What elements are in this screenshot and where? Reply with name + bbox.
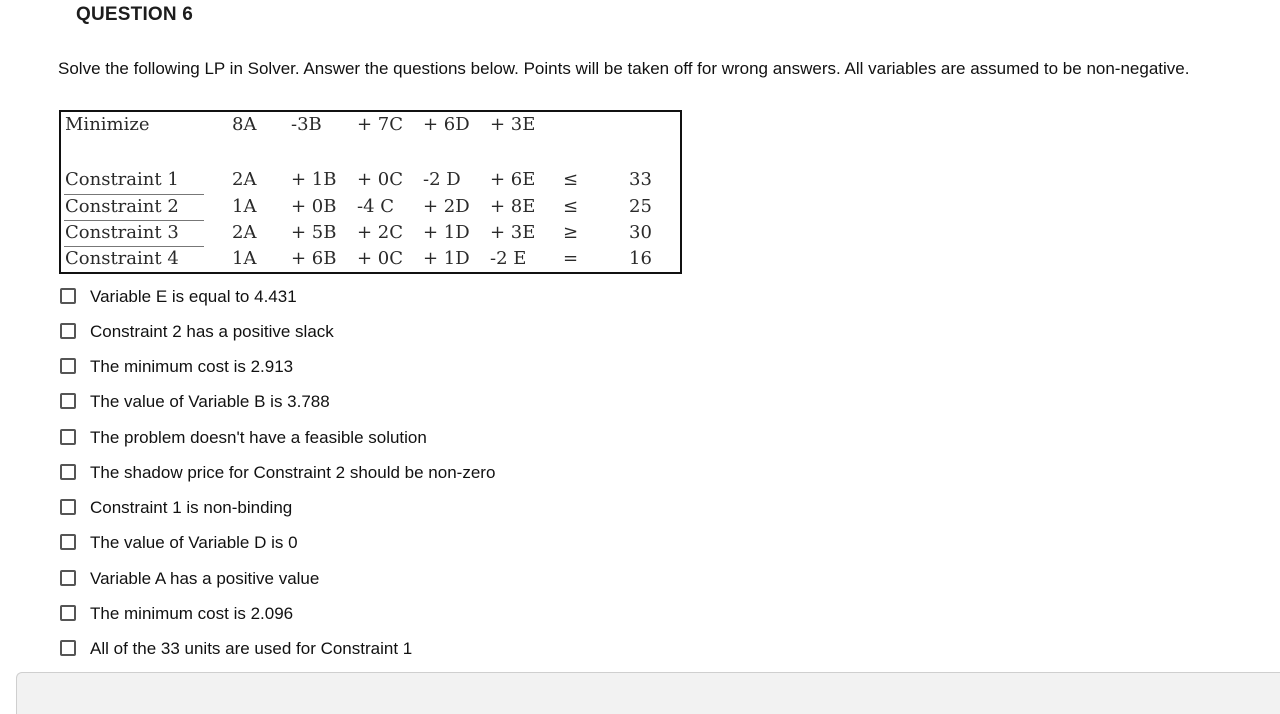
- objective-term: + 7C: [357, 114, 404, 135]
- constraint-term: 1A: [232, 248, 257, 269]
- option-checkbox[interactable]: [60, 464, 76, 480]
- option-label[interactable]: The minimum cost is 2.913: [90, 357, 294, 376]
- option-checkbox[interactable]: [60, 393, 76, 409]
- constraint-term: + 0C: [357, 169, 404, 190]
- option-checkbox[interactable]: [60, 358, 76, 374]
- constraint-term: + 1B: [291, 169, 337, 190]
- constraint-label: Constraint 2: [65, 196, 179, 217]
- constraint-rhs: 16: [629, 248, 652, 269]
- constraint-term: + 5B: [291, 222, 337, 243]
- question-title: QUESTION 6: [76, 4, 194, 25]
- constraint-term: + 3E: [490, 222, 536, 243]
- constraint-term: + 2D: [423, 196, 470, 217]
- constraint-term: -4 C: [357, 196, 395, 217]
- objective-label: Minimize: [65, 114, 150, 135]
- option-label[interactable]: The problem doesn't have a feasible solution: [90, 428, 427, 447]
- constraint-term: 2A: [232, 169, 257, 190]
- option-label[interactable]: The value of Variable D is 0: [90, 533, 298, 552]
- constraint-term: + 6E: [490, 169, 536, 190]
- row-separator: [64, 220, 204, 221]
- constraint-term: + 1D: [423, 222, 470, 243]
- option-label[interactable]: The minimum cost is 2.096: [90, 604, 294, 623]
- constraint-sign: ≤: [563, 196, 579, 217]
- constraint-rhs: 33: [629, 169, 652, 190]
- option-checkbox[interactable]: [60, 640, 76, 656]
- objective-row: [61, 114, 680, 140]
- constraint-label: Constraint 3: [65, 222, 179, 243]
- option-label[interactable]: Variable E is equal to 4.431: [90, 287, 297, 306]
- option-checkbox[interactable]: [60, 570, 76, 586]
- option-label[interactable]: Variable A has a positive value: [90, 569, 320, 588]
- option-checkbox[interactable]: [60, 534, 76, 550]
- option-checkbox[interactable]: [60, 323, 76, 339]
- constraint-row-3: [61, 222, 680, 248]
- constraint-sign: ≤: [563, 169, 579, 190]
- constraint-term: + 0C: [357, 248, 404, 269]
- constraint-rhs: 25: [629, 196, 652, 217]
- constraint-row-4: [61, 248, 680, 274]
- objective-term: + 3E: [490, 114, 536, 135]
- option-label[interactable]: The value of Variable B is 3.788: [90, 392, 330, 411]
- next-question-panel: [16, 672, 1280, 714]
- constraint-term: + 1D: [423, 248, 470, 269]
- constraint-row-1: [61, 169, 680, 195]
- option-label[interactable]: All of the 33 units are used for Constraint 1: [90, 639, 413, 658]
- constraint-term: 2A: [232, 222, 257, 243]
- constraint-row-2: [61, 196, 680, 222]
- objective-term: + 6D: [423, 114, 470, 135]
- constraint-label: Constraint 4: [65, 248, 179, 269]
- option-checkbox[interactable]: [60, 499, 76, 515]
- constraint-label: Constraint 1: [65, 169, 179, 190]
- constraint-term: -2 E: [490, 248, 527, 269]
- option-checkbox[interactable]: [60, 429, 76, 445]
- row-separator: [64, 246, 204, 247]
- constraint-sign: ≥: [563, 222, 579, 243]
- constraint-term: + 0B: [291, 196, 337, 217]
- lp-table: [59, 110, 682, 274]
- objective-term: 8A: [232, 114, 257, 135]
- question-intro: Solve the following LP in Solver. Answer the questions below. Points will be taken off for wrong answers. All variables are assumed to be non-negative.: [58, 59, 1190, 78]
- option-checkbox[interactable]: [60, 288, 76, 304]
- constraint-rhs: 30: [629, 222, 652, 243]
- constraint-sign: =: [563, 248, 579, 269]
- objective-term: -3B: [291, 114, 322, 135]
- option-label[interactable]: The shadow price for Constraint 2 should be non-zero: [90, 463, 496, 482]
- constraint-term: + 6B: [291, 248, 337, 269]
- constraint-term: -2 D: [423, 169, 461, 190]
- option-label[interactable]: Constraint 1 is non-binding: [90, 498, 293, 517]
- constraint-term: 1A: [232, 196, 257, 217]
- option-checkbox[interactable]: [60, 605, 76, 621]
- constraint-term: + 2C: [357, 222, 404, 243]
- constraint-term: + 8E: [490, 196, 536, 217]
- row-separator: [64, 194, 204, 195]
- option-label[interactable]: Constraint 2 has a positive slack: [90, 322, 334, 341]
